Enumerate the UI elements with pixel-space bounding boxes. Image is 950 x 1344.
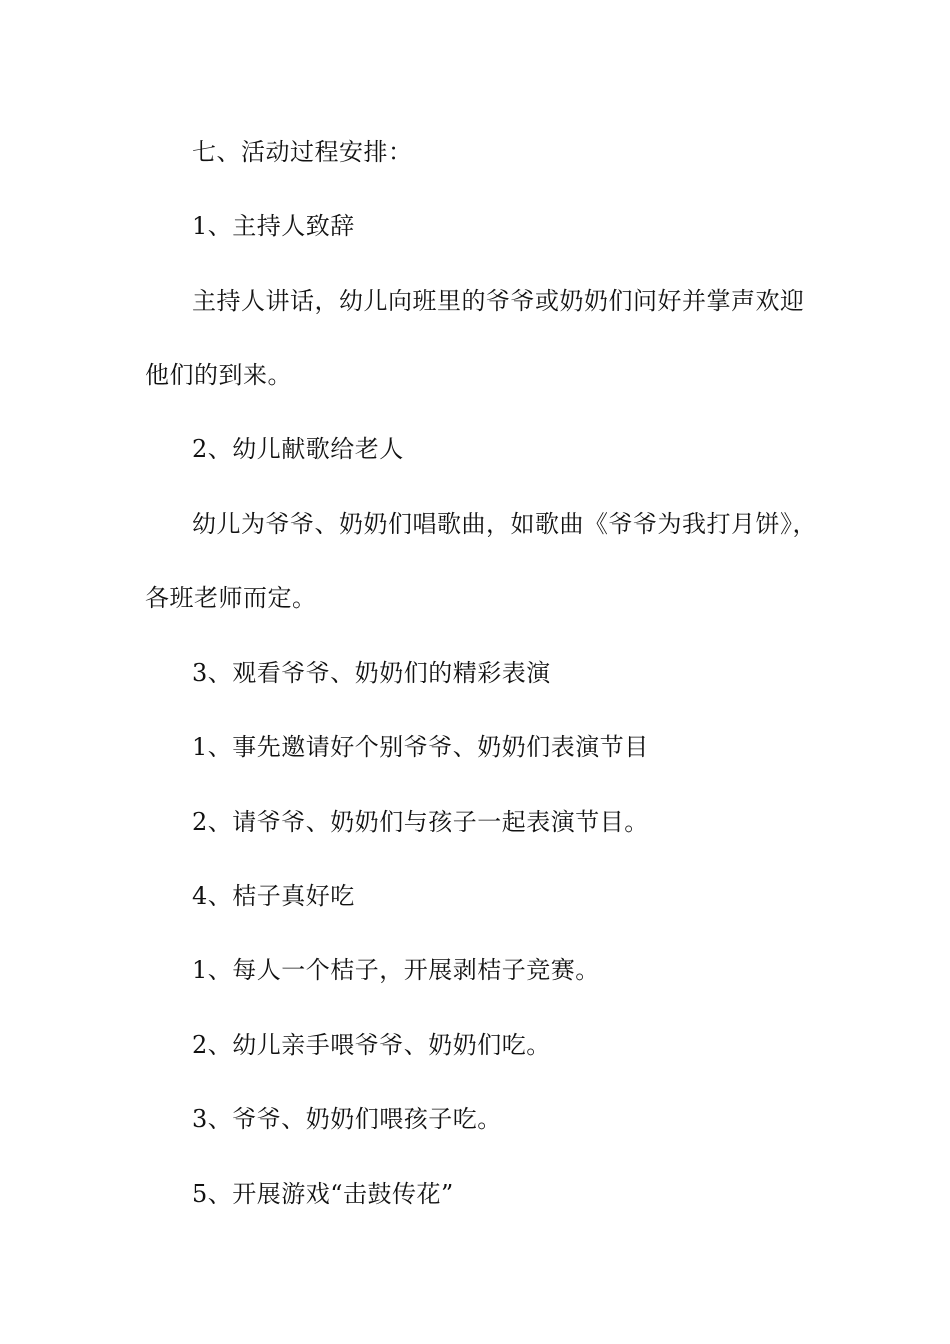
step-heading: 3、观看爷爷、奶奶们的精彩表演 bbox=[192, 659, 551, 687]
paragraph-line: 各班老师而定。 bbox=[145, 584, 317, 612]
paragraph-line: 他们的到来。 bbox=[145, 361, 292, 389]
paragraph-line: 幼儿为爷爷、奶奶们唱歌曲，如歌曲《爷爷为我打月饼》， bbox=[192, 510, 817, 538]
list-item: 3、爷爷、奶奶们喂孩子吃。 bbox=[192, 1105, 502, 1133]
list-item: 2、请爷爷、奶奶们与孩子一起表演节目。 bbox=[192, 808, 649, 836]
paragraph-line: 主持人讲话，幼儿向班里的爷爷或奶奶们问好并掌声欢迎 bbox=[192, 287, 805, 315]
step-heading: 5、开展游戏“击鼓传花” bbox=[192, 1180, 454, 1208]
list-item: 1、事先邀请好个别爷爷、奶奶们表演节目 bbox=[192, 733, 649, 761]
step-heading: 4、桔子真好吃 bbox=[192, 882, 355, 910]
step-heading: 2、幼儿献歌给老人 bbox=[192, 435, 404, 463]
step-heading: 1、主持人致辞 bbox=[192, 212, 355, 240]
list-item: 1、每人一个桔子，开展剥桔子竞赛。 bbox=[192, 956, 600, 984]
section-heading: 七、活动过程安排： bbox=[192, 138, 413, 166]
list-item: 2、幼儿亲手喂爷爷、奶奶们吃。 bbox=[192, 1031, 551, 1059]
